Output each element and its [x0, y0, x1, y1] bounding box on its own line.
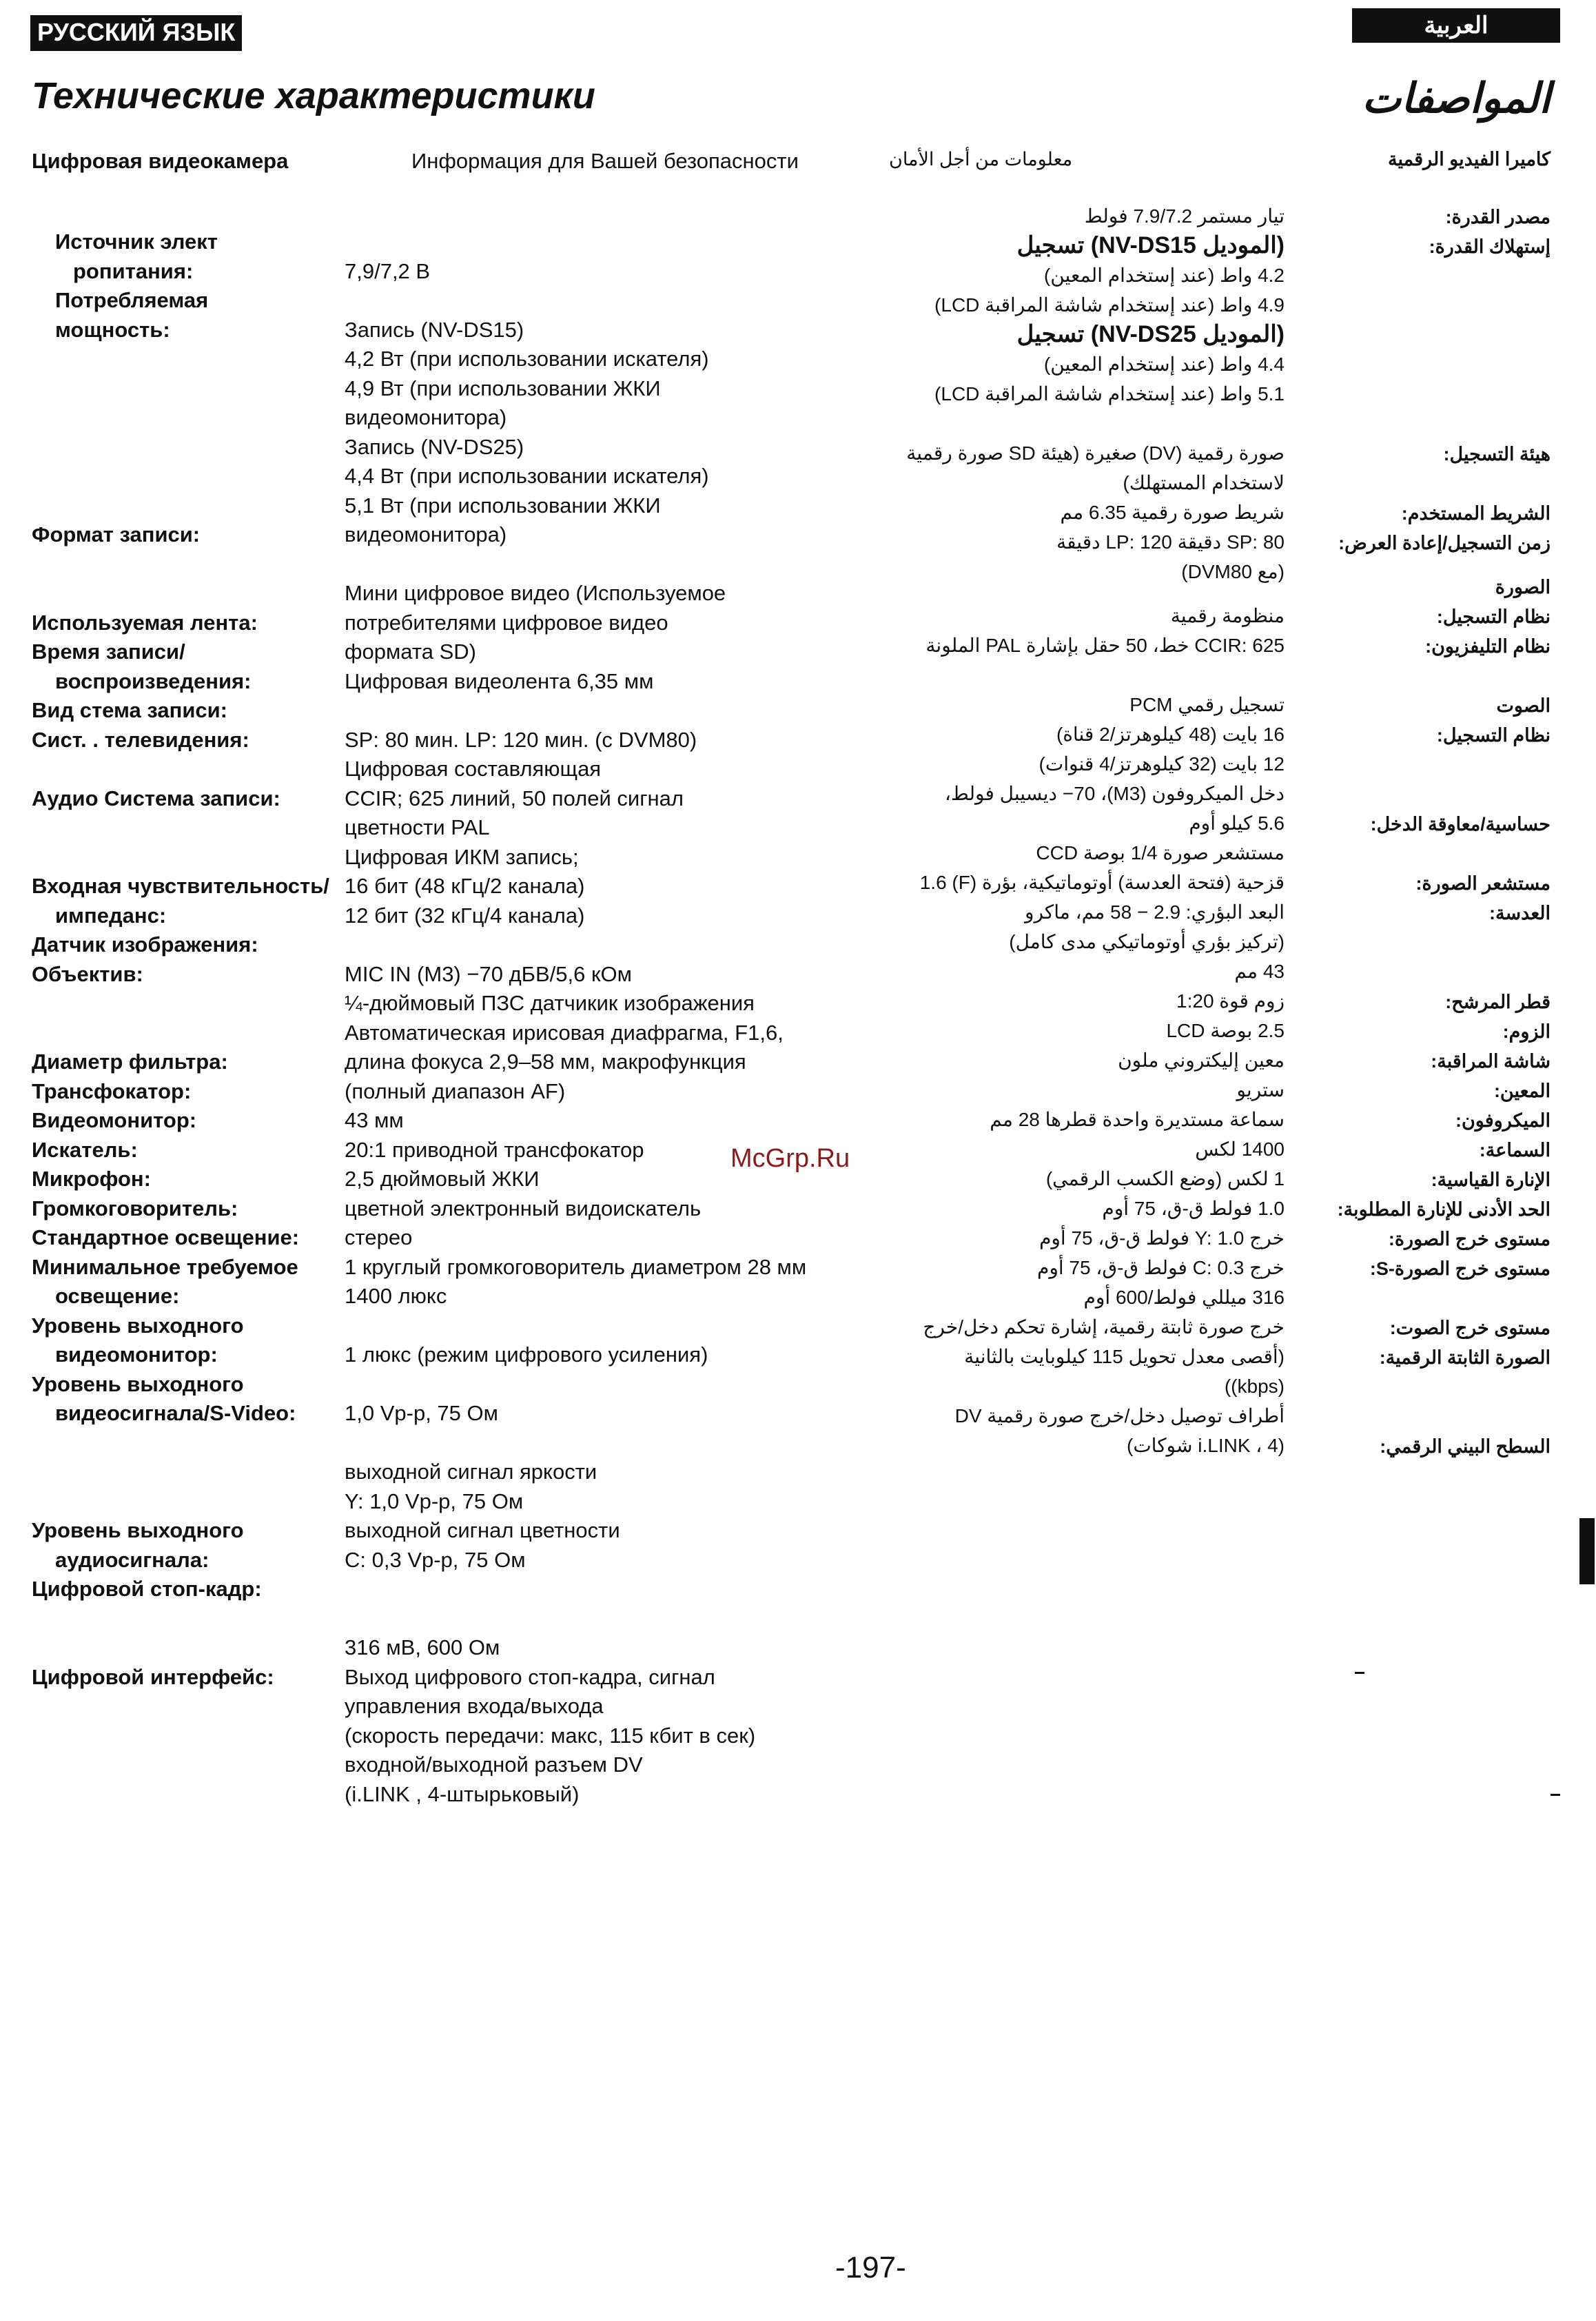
ru-label: импеданс: [55, 903, 167, 928]
ru-label: Уровень выходного [32, 1518, 244, 1542]
ru-label: Аудио Система записи: [32, 786, 280, 810]
ar-label: الصورة الثابتة الرقمية: [1379, 1347, 1551, 1368]
ar-value: 12 بايت (32 كيلوهرتز/4 قنوات) [1039, 753, 1285, 775]
ar-label: نظام التليفزيون: [1425, 636, 1551, 657]
ru-label: аудиосигнала: [55, 1547, 209, 1572]
ru-value: (скорость передачи: макс, 115 кбит в сек) [345, 1723, 756, 1748]
side-tab-marker [1579, 1518, 1595, 1584]
ar-label: زمن التسجيل/إعادة العرض: [1338, 533, 1551, 553]
ru-value: Y: 1,0 Vp-p, 75 Ом [345, 1489, 524, 1513]
ru-label: видеосигнала/S-Video: [55, 1401, 296, 1425]
ar-value: 1.0 فولط ق-ق، 75 أوم [1102, 1198, 1285, 1219]
ar-value: خرج صورة ثابتة رقمية، إشارة تحكم دخل/خرج [923, 1316, 1285, 1338]
ru-value: видеомонитора) [345, 522, 507, 546]
ar-value: معين إليكتروني ملون [1118, 1050, 1285, 1071]
ru-label: Входная чувствительность/ [32, 874, 329, 898]
ar-label: هيئة التسجيل: [1443, 444, 1551, 464]
ar-value: دخل الميكروفون (M3)، 70− ديسيبل فولط، [944, 783, 1285, 804]
ru-value: видеомонитора) [345, 405, 507, 429]
subheader-ar-safety: معلومات من أجل الأمان [889, 149, 1073, 170]
ru-value: 316 мВ, 600 Ом [345, 1635, 500, 1659]
ar-label: الميكروفون: [1455, 1110, 1551, 1131]
ar-value: تيار مستمر 7.9/7.2 فولط [1084, 205, 1285, 227]
ru-value: Цифровая видеолента 6,35 мм [345, 668, 654, 693]
ar-value: 1 لكس (وضع الكسب الرقمي) [1045, 1168, 1285, 1189]
ru-value: 1,0 Vp-p, 75 Ом [345, 1401, 498, 1425]
ar-label: المعين: [1493, 1081, 1551, 1101]
ru-value: 20:1 приводной трансфокатор [345, 1137, 644, 1162]
ru-label: мощность: [55, 317, 170, 342]
ar-value: 4.2 واط (عند إستخدام المعين) [1043, 265, 1285, 286]
ru-value: (полный диапазон AF) [345, 1078, 566, 1103]
ar-value: SP: 80 دقيقة LP: 120 دقيقة [1056, 531, 1285, 553]
ru-label-column [32, 227, 335, 1692]
ru-value: 43 мм [345, 1108, 404, 1132]
ru-label: Сист. . телевидения: [32, 727, 249, 752]
margin-tick [1355, 1672, 1364, 1674]
ar-value: ستريو [1236, 1079, 1285, 1101]
ar-value: شريط صورة رقمية 6.35 مم [1060, 502, 1285, 523]
ru-label: Формат записи: [32, 522, 201, 546]
ru-value: 4,2 Вт (при использовании искателя) [345, 347, 709, 371]
ru-label: воспроизведения: [55, 668, 252, 693]
ru-value: Цифровая составляющая [345, 757, 602, 781]
ar-value: (أقصى معدل تحويل 115 كيلوبايت بالثانية [964, 1346, 1285, 1367]
subheader-ar-camera: كاميرا الفيديو الرقمية [1387, 149, 1551, 170]
ru-value: выходной сигнал яркости [345, 1460, 597, 1484]
subheader-ru-camera: Цифровая видеокамера [32, 149, 289, 173]
ar-label: مستوى خرج الصورة-S: [1369, 1258, 1551, 1279]
ru-value: управления входа/выхода [345, 1694, 604, 1718]
ar-value: خرج Y: 1.0 فولط ق-ق، 75 أوم [1039, 1227, 1285, 1249]
ru-value: 16 бит (48 кГц/2 канала) [345, 874, 585, 898]
ru-value: SP: 80 мин. LP: 120 мин. (с DVM80) [345, 727, 697, 752]
ar-value: تسجيل رقمي PCM [1129, 694, 1285, 715]
ar-label: الصوت [1496, 695, 1551, 716]
ar-value: مستشعر صورة 1/4 بوصة CCD [1036, 842, 1285, 863]
page-title-russian: Технические характеристики [32, 75, 595, 116]
ru-label: Вид стема записи: [32, 698, 228, 722]
ar-label: مصدر القدرة: [1445, 207, 1551, 227]
ru-value: 1 люкс (режим цифрового усиления) [345, 1342, 708, 1367]
ru-value: выходной сигнал цветности [345, 1518, 620, 1542]
ru-label: Объектив: [32, 961, 143, 986]
ru-value: MIC IN (M3) −70 дБВ/5,6 кОм [345, 961, 632, 986]
ar-value: (الموديل NV-DS15) تسجيل [1016, 232, 1285, 258]
ru-value: ¼-дюймовый ПЗС датчикик изображения [345, 991, 755, 1015]
ar-value: (الموديل NV-DS25) تسجيل [1016, 321, 1285, 347]
ru-label: Потребляемая [55, 288, 209, 312]
ru-value: входной/выходной разъем DV [345, 1752, 643, 1777]
language-tag-russian: РУССКИЙ ЯЗЫК [30, 15, 242, 51]
ar-value: CCIR: 625 خط، 50 حقل بإشارة PAL الملونة [925, 635, 1285, 656]
ru-value: стерео [345, 1225, 413, 1249]
ru-value: Запись (NV-DS25) [345, 434, 524, 459]
ru-value: 5,1 Вт (при использовании ЖКИ [345, 493, 661, 518]
ru-label: Уровень выходного [32, 1371, 244, 1396]
ar-label-column [1302, 203, 1551, 1462]
ar-label: إستهلاك القدرة: [1429, 236, 1551, 257]
ru-value: цветной электронный видоискатель [345, 1196, 702, 1220]
ru-label: Цифровой стоп-кадр: [32, 1577, 262, 1601]
ru-value: CCIR; 625 линий, 50 полей сигнал [345, 786, 684, 810]
ru-label: Искатель: [32, 1137, 138, 1162]
ru-label: Трансфокатор: [32, 1078, 192, 1103]
ar-label: مستوى خرج الصوت: [1389, 1318, 1551, 1338]
ru-label: Используемая лента: [32, 610, 258, 635]
ru-value: Запись (NV-DS15) [345, 317, 524, 342]
ar-value: 1400 لكس [1195, 1138, 1285, 1160]
ar-value: 43 مم [1234, 961, 1285, 982]
ar-value: صورة رقمية (DV) صغيرة (هيئة SD صورة رقمية [906, 442, 1285, 464]
ar-label: شاشة المراقبة: [1431, 1051, 1551, 1072]
ar-label: الشريط المستخدم: [1401, 503, 1551, 524]
ar-value: قزحية (فتحة العدسة) أوتوماتيكية، بؤرة (F) 1.6 [919, 872, 1285, 893]
ru-value: 4,9 Вт (при использовании ЖКИ [345, 376, 661, 400]
ar-label: السطح البيني الرقمي: [1380, 1436, 1551, 1457]
ru-label: Источник элект [55, 229, 218, 254]
ru-label: Диаметр фильтра: [32, 1050, 228, 1074]
ru-value: Выход цифрового стоп-кадра, сигнал [345, 1664, 715, 1689]
ar-label: نظام التسجيل: [1436, 725, 1551, 746]
ar-value: 16 بايت (48 كيلوهرتز/2 قناة) [1056, 724, 1285, 745]
ru-value: 12 бит (32 кГц/4 канала) [345, 903, 585, 928]
page-number: -197- [835, 2251, 906, 2284]
ar-value: 2.5 بوصة LCD [1166, 1020, 1285, 1041]
ru-value-column [345, 257, 868, 1810]
ar-label: السماعة: [1479, 1140, 1551, 1160]
ru-value: (i.LINK , 4-штырьковый) [345, 1781, 580, 1806]
ar-value: (مع DVM80) [1181, 561, 1285, 582]
ru-value: Мини цифровое видео (Используемое [345, 581, 726, 605]
ru-label: Минимальное требуемое [32, 1254, 298, 1279]
ru-value: 2,5 дюймовый ЖКИ [345, 1167, 540, 1191]
ar-label: قطر المرشح: [1445, 992, 1551, 1012]
page-title-arabic: المواصفات [1362, 75, 1551, 121]
ru-label: Датчик изображения: [32, 932, 258, 957]
ar-label: نظام التسجيل: [1436, 606, 1551, 627]
ru-value: 1400 люкс [345, 1284, 447, 1308]
ru-value: 7,9/7,2 В [345, 258, 431, 283]
ar-value: 4.4 واط (عند إستخدام المعين) [1043, 354, 1285, 375]
ru-label: ропитания: [73, 258, 194, 283]
ru-label: Микрофон: [32, 1167, 151, 1191]
ru-value: длина фокуса 2,9–58 мм, макрофункция [345, 1050, 746, 1074]
ru-label: Громкоговоритель: [32, 1196, 238, 1220]
ru-label: Видеомонитор: [32, 1108, 197, 1132]
language-tag-arabic: العربية [1352, 8, 1560, 43]
watermark-link[interactable]: McGrp.Ru [730, 1144, 850, 1173]
ru-value: цветности PAL [345, 815, 490, 839]
ar-value: 5.6 كيلو أوم [1189, 812, 1285, 834]
ru-value: формата SD) [345, 640, 476, 664]
ar-value: 5.1 واط (عند إستخدام شاشة المراقبة LCD) [934, 383, 1285, 405]
ar-value: لاستخدام المستهلك) [1123, 472, 1285, 493]
ar-label: مستشعر الصورة: [1415, 873, 1551, 894]
ar-label: مستوى خرج الصورة: [1388, 1229, 1551, 1249]
ar-value: 316 ميللي فولط/600 أوم [1083, 1287, 1285, 1308]
ru-value: 1 круглый громкоговоритель диаметром 28 мм [345, 1254, 807, 1279]
ru-value: потребителями цифровое видео [345, 610, 668, 635]
margin-tick [1551, 1794, 1560, 1796]
ar-value: زوم قوة 1:20 [1176, 990, 1285, 1012]
ar-label: العدسة: [1488, 903, 1551, 923]
ru-value: Автоматическая ирисовая диафрагма, F1,6, [345, 1020, 784, 1045]
ru-label: видеомонитор: [55, 1342, 218, 1367]
ru-label: Стандартное освещение: [32, 1225, 300, 1249]
ar-value: (kbps)) [1224, 1376, 1285, 1397]
ru-label: Уровень выходного [32, 1313, 244, 1338]
ru-value: 4,4 Вт (при использовании искателя) [345, 464, 709, 488]
ar-value: منظومة رقمية [1170, 605, 1285, 626]
ru-value: Цифровая ИКМ запись; [345, 844, 579, 869]
ar-value: خرج C: 0.3 فولط ق-ق، 75 أوم [1036, 1257, 1285, 1278]
ar-value: (تركيز بؤري أوتوماتيكي مدى كامل) [1009, 931, 1285, 952]
ar-label: الزوم: [1502, 1021, 1551, 1042]
ar-value: سماعة مستديرة واحدة قطرها 28 مم [990, 1109, 1285, 1130]
ar-label: الصورة [1495, 577, 1551, 597]
ar-value: 4.9 واط (عند إستخدام شاشة المراقبة LCD) [934, 294, 1285, 316]
subheader-ru-safety: Информация для Вашей безопасности [411, 149, 799, 173]
ar-label: الإنارة القياسية: [1431, 1169, 1551, 1190]
ar-value: البعد البؤري: 2.9 − 58 مم، ماكرو [1024, 901, 1285, 923]
ar-value: أطراف توصيل دخل/خرج صورة رقمية DV [954, 1405, 1285, 1427]
ar-value-column [885, 201, 1285, 1460]
ar-label: حساسية/معاوقة الدخل: [1370, 814, 1551, 835]
ar-label: الحد الأدنى للإنارة المطلوبة: [1337, 1199, 1551, 1220]
ru-value: C: 0,3 Vp-p, 75 Ом [345, 1547, 526, 1572]
ar-value: (i.LINK ، 4 شوكات) [1127, 1435, 1285, 1456]
ru-label: освещение: [55, 1284, 180, 1308]
ru-label: Время записи/ [32, 640, 185, 664]
ru-label: Цифровой интерфейс: [32, 1664, 274, 1689]
